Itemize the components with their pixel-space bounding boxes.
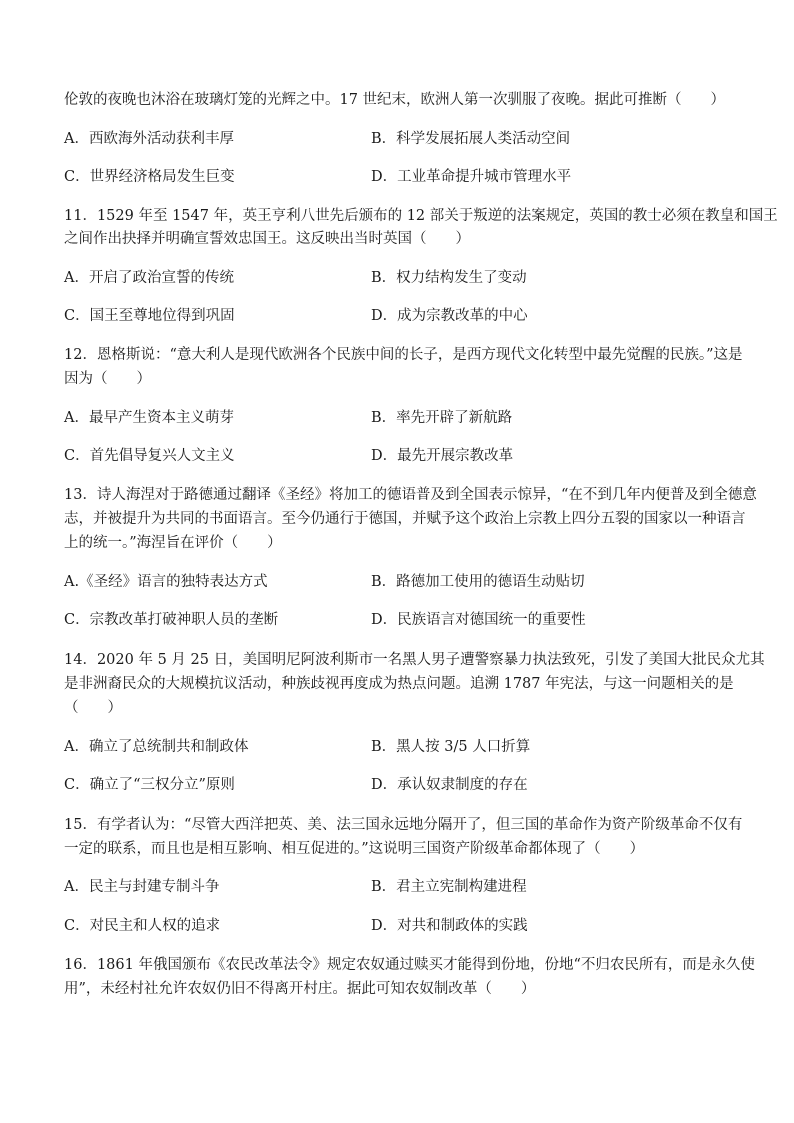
question-11-option-a: A．开启了政治宣誓的传统: [64, 270, 234, 286]
question-16-stem-line: 用”，未经村社允许农奴仍旧不得离开村庄。据此可知农奴制改革（ ）: [64, 981, 536, 997]
question-12-option-d: D．最先开展宗教改革: [371, 448, 514, 464]
question-12-stem-line: 因为（ ）: [64, 371, 151, 387]
question-15-option-b: B．君主立宪制构建进程: [371, 879, 527, 895]
question-13-stem-line: 上的统一。”海涅旨在评价（ ）: [64, 535, 282, 551]
question-11-option-c: C．国王至尊地位得到巩固: [64, 308, 235, 324]
question-12-option-b: B．率先开辟了新航路: [371, 410, 513, 426]
question-15-option-a: A．民主与封建专制斗争: [64, 879, 220, 895]
question-12-option-a: A．最早产生资本主义萌芽: [64, 410, 234, 426]
question-13-option-b: B．路德加工使用的德语生动贴切: [371, 574, 585, 590]
question-11-stem-line: 之间作出抉择并明确宣誓效忠国王。这反映出当时英国（ ）: [64, 231, 470, 247]
question-13-option-d: D．民族语言对德国统一的重要性: [371, 612, 586, 628]
question-14-option-b: B．黑人按 3/5 人口折算: [371, 739, 531, 755]
question-10-stem-line: 伦敦的夜晚也沐浴在玻璃灯笼的光辉之中。17 世纪末，欧洲人第一次驯服了夜晚。据此可推断（ ）: [64, 92, 726, 108]
question-12-stem-line: 12．恩格斯说：“意大利人是现代欧洲各个民族中间的长子，是西方现代文化转型中最先觉醒的民族。”这是: [64, 347, 743, 363]
question-14-stem-line: 是非洲裔民众的大规模抗议活动，种族歧视再度成为热点问题。追溯 1787 年宪法，与这一问题相关的是: [64, 676, 734, 692]
question-15-option-d: D．对共和制政体的实践: [371, 918, 528, 934]
question-14-stem-line: （ ）: [64, 700, 122, 716]
question-11-option-b: B．权力结构发生了变动: [371, 270, 527, 286]
question-14-option-d: D．承认奴隶制度的存在: [371, 777, 528, 793]
question-12-option-c: C．首先倡导复兴人文主义: [64, 448, 235, 464]
question-14-option-a: A．确立了总统制共和制政体: [64, 739, 249, 755]
question-11-option-d: D．成为宗教改革的中心: [371, 308, 528, 324]
question-10-option-b: B．科学发展拓展人类活动空间: [371, 131, 571, 147]
question-13-stem-line: 13．诗人海涅对于路德通过翻译《圣经》将加工的德语普及到全国表示惊异，“在不到几年内便普及到全德意: [64, 487, 757, 503]
question-11-stem-line: 11．1529 年至 1547 年，英王亨利八世先后颁布的 12 部关于叛逆的法案规定，英国的教士必须在教皇和国王: [64, 208, 778, 224]
question-13-option-a: A.《圣经》语言的独特表达方式: [64, 574, 268, 590]
question-10-option-c: C．世界经济格局发生巨变: [64, 169, 235, 185]
question-14-stem-line: 14．2020 年 5 月 25 日，美国明尼阿波利斯市一名黑人男子遭警察暴力执法致死，引发了美国大批民众尤其: [64, 652, 765, 668]
question-15-option-c: C．对民主和人权的追求: [64, 918, 221, 934]
question-14-option-c: C．确立了“三权分立”原则: [64, 777, 235, 793]
question-10-option-a: A．西欧海外活动获利丰厚: [64, 131, 234, 147]
question-16-stem-line: 16．1861 年俄国颁布《农民改革法令》规定农奴通过赎买才能得到份地，份地“不归农民所有，而是永久使: [64, 957, 755, 973]
question-15-stem-line: 一定的联系，而且也是相互影响、相互促进的。”这说明三国资产阶级革命都体现了（ ）: [64, 841, 645, 857]
question-13-option-c: C．宗教改革打破神职人员的垄断: [64, 612, 279, 628]
question-10-option-d: D．工业革命提升城市管理水平: [371, 169, 572, 185]
question-13-stem-line: 志，并被提升为共同的书面语言。至今仍通行于德国，并赋予这个政治上宗教上四分五裂的国家以一种语言: [64, 511, 746, 527]
question-15-stem-line: 15．有学者认为：“尽管大西洋把英、美、法三国永远地分隔开了，但三国的革命作为资产阶级革命不仅有: [64, 817, 743, 833]
